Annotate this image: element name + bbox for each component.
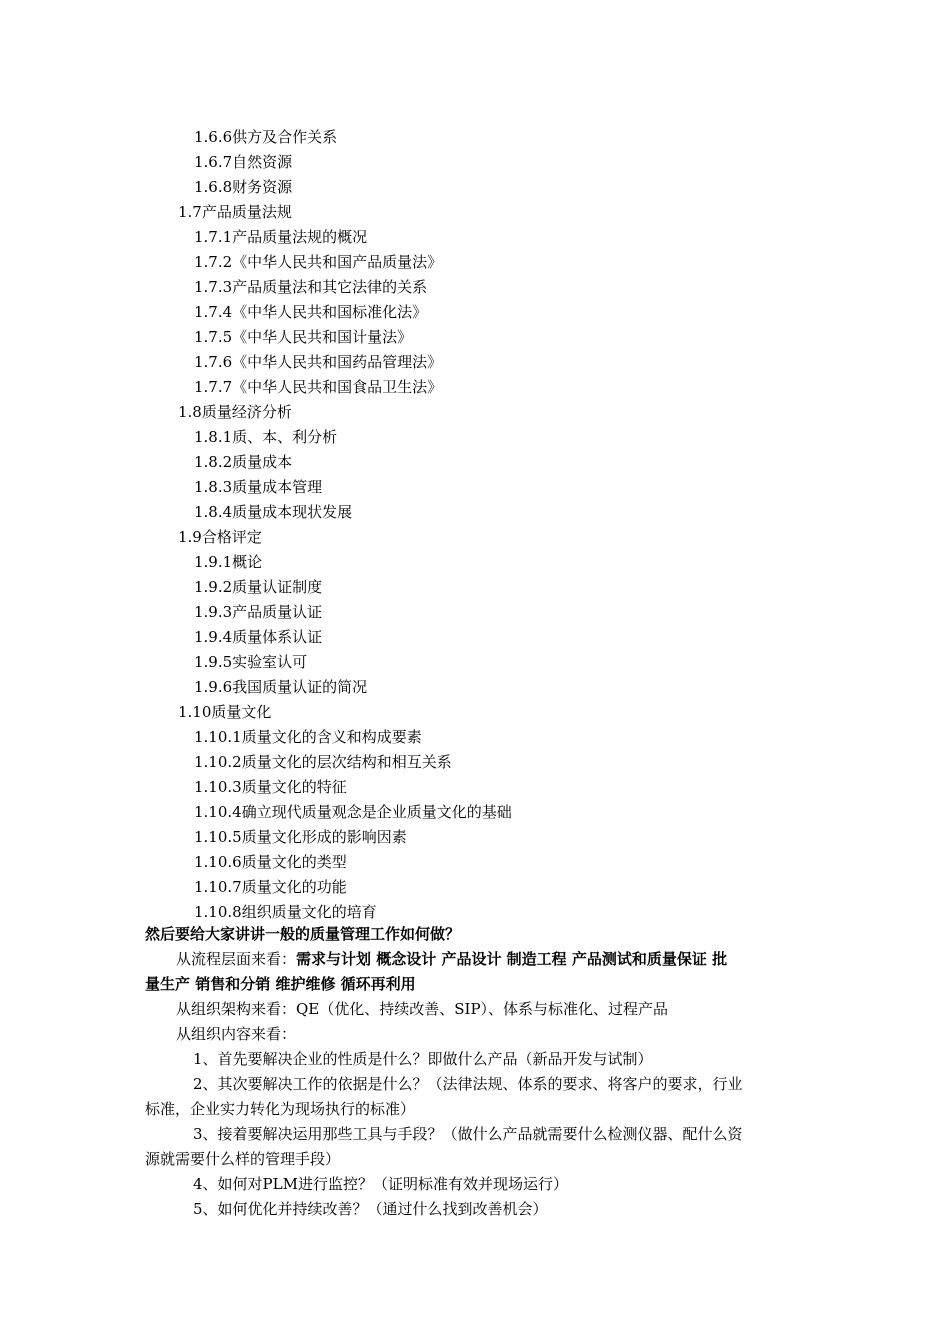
outline-subsection: 1.7.2《中华人民共和国产品质量法》 [194, 253, 443, 271]
outline-subsection: 1.6.6供方及合作关系 [194, 128, 338, 146]
outline-subsection: 1.7.3产品质量法和其它法律的关系 [194, 278, 428, 296]
outline-subsection: 1.9.2质量认证制度 [194, 578, 323, 596]
list-item-4: 4、如何对PLM进行监控？（证明标准有效并现场运行） [193, 1175, 568, 1193]
section-heading: 然后要给大家讲讲一般的质量管理工作如何做？ [145, 925, 461, 943]
outline-subsection: 1.10.6质量文化的类型 [194, 853, 347, 871]
outline-subsection: 1.9.6我国质量认证的简况 [194, 678, 368, 696]
outline-section: 1.9合格评定 [178, 528, 262, 546]
list-item-2-cont: 标准，企业实力转化为现场执行的标准） [145, 1100, 416, 1118]
outline-subsection: 1.8.1质、本、利分析 [194, 428, 338, 446]
outline-subsection: 1.7.6《中华人民共和国药品管理法》 [194, 353, 443, 371]
outline-subsection: 1.6.8财务资源 [194, 178, 293, 196]
outline-subsection: 1.7.1产品质量法规的概况 [194, 228, 368, 246]
outline-subsection: 1.7.4《中华人民共和国标准化法》 [194, 303, 428, 321]
outline-section: 1.10质量文化 [178, 703, 272, 721]
outline-subsection: 1.7.5《中华人民共和国计量法》 [194, 328, 413, 346]
list-item-1: 1、首先要解决企业的性质是什么？即做什么产品（新品开发与试制） [193, 1050, 653, 1068]
outline-subsection: 1.10.3质量文化的特征 [194, 778, 347, 796]
outline-subsection: 1.8.4质量成本现状发展 [194, 503, 353, 521]
flow-steps-part2: 量生产 销售和分销 维护维修 循环再利用 [145, 975, 416, 993]
flow-steps-part1: 需求与计划 概念设计 产品设计 制造工程 产品测试和质量保证 批 [296, 950, 728, 968]
list-item-3-cont: 源就需要什么样的管理手段） [145, 1150, 341, 1168]
outline-subsection: 1.6.7自然资源 [194, 153, 293, 171]
outline-subsection: 1.10.4确立现代质量观念是企业质量文化的基础 [194, 803, 512, 821]
outline-subsection: 1.10.8组织质量文化的培育 [194, 903, 377, 921]
list-item-3: 3、接着要解决运用那些工具与手段？（做什么产品就需要什么检测仪器、配什么资 [193, 1125, 743, 1143]
outline-subsection: 1.7.7《中华人民共和国食品卫生法》 [194, 378, 443, 396]
outline-section: 1.8质量经济分析 [178, 403, 292, 421]
org-structure-line: 从组织架构来看：QE（优化、持续改善、SIP）、体系与标准化、过程产品 [176, 1000, 669, 1018]
outline-subsection: 1.9.1概论 [194, 553, 263, 571]
outline-subsection: 1.10.1质量文化的含义和构成要素 [194, 728, 422, 746]
flow-prefix: 从流程层面来看： [176, 950, 297, 968]
outline-subsection: 1.8.2质量成本 [194, 453, 293, 471]
list-item-2: 2、其次要解决工作的依据是什么？（法律法规、体系的要求、将客户的要求，行业 [193, 1075, 743, 1093]
outline-subsection: 1.10.5质量文化形成的影响因素 [194, 828, 407, 846]
outline-section: 1.7产品质量法规 [178, 203, 292, 221]
outline-subsection: 1.10.2质量文化的层次结构和相互关系 [194, 753, 452, 771]
list-item-5: 5、如何优化并持续改善？（通过什么找到改善机会） [193, 1200, 548, 1218]
outline-subsection: 1.9.5实验室认可 [194, 653, 308, 671]
outline-subsection: 1.9.3产品质量认证 [194, 603, 323, 621]
outline-subsection: 1.10.7质量文化的功能 [194, 878, 347, 896]
outline-subsection: 1.9.4质量体系认证 [194, 628, 323, 646]
flow-line-1 [176, 947, 727, 972]
outline-subsection: 1.8.3质量成本管理 [194, 478, 323, 496]
org-content-line: 从组织内容来看： [176, 1025, 297, 1043]
